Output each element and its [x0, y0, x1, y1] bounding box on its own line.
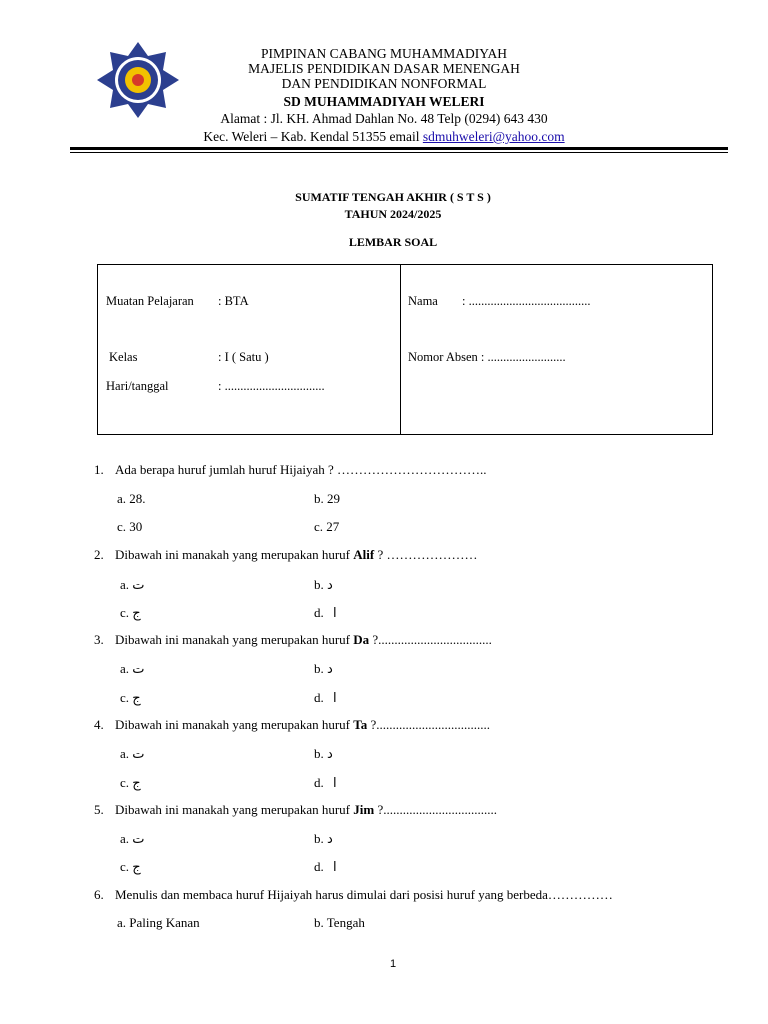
option-text: ج [132, 691, 141, 706]
question-suffix: ?................................... [367, 717, 491, 732]
option-label: c. [314, 519, 324, 534]
question-keyword: Da [353, 632, 370, 647]
question-6 [94, 887, 613, 903]
option-a[interactable] [120, 577, 145, 593]
option-c[interactable] [120, 605, 141, 621]
question-5 [94, 802, 497, 818]
question-number: 6. [94, 887, 104, 902]
option-text: ت [132, 832, 145, 847]
option-text: ت [132, 747, 145, 762]
school-name: SD MUHAMMADIYAH WELERI [283, 94, 485, 109]
student-info-box [97, 264, 713, 435]
option-label: a. [117, 915, 127, 930]
question-number: 4. [94, 717, 104, 732]
option-c[interactable] [120, 859, 141, 875]
question-suffix: ?................................... [369, 632, 492, 647]
option-b[interactable] [314, 915, 365, 931]
question-text: Dibawah ini manakah yang merupakan huruf [115, 547, 354, 562]
header-line-2: MAJELIS PENDIDIKAN DASAR MENENGAH [248, 61, 520, 76]
option-text: ج [132, 860, 141, 875]
question-text: Dibawah ini manakah yang merupakan huruf [115, 632, 354, 647]
class-value: : I ( Satu ) [218, 350, 269, 364]
question-suffix: ? ………………… [374, 547, 478, 562]
question-text: Dibawah ini manakah yang merupakan huruf [115, 802, 354, 817]
option-text: ت [132, 578, 145, 593]
option-d[interactable] [314, 519, 339, 535]
option-a[interactable] [117, 491, 146, 507]
option-text: ت [132, 662, 145, 677]
absen-field[interactable] [408, 350, 566, 365]
question-4 [94, 717, 490, 733]
absen-label: Nomor Absen [408, 350, 478, 364]
option-text: Tengah [326, 915, 365, 930]
option-text: ا [333, 691, 337, 706]
subject-label: Muatan Pelajaran [106, 294, 194, 308]
name-label: Nama [408, 294, 438, 308]
option-b[interactable] [314, 661, 333, 677]
option-label: d. [314, 690, 324, 705]
option-b[interactable] [314, 491, 340, 507]
option-label: d. [314, 775, 324, 790]
option-text: 29 [327, 491, 340, 506]
header-rule-thin [70, 152, 728, 153]
question-text: Dibawah ini manakah yang merupakan huruf [115, 717, 354, 732]
option-text: د [327, 747, 333, 762]
date-field[interactable]: : ................................ [218, 379, 325, 393]
option-label: c. [120, 775, 130, 790]
question-keyword: Jim [353, 802, 375, 817]
subject-value: : BTA [218, 294, 249, 308]
option-b[interactable] [314, 746, 333, 762]
option-a[interactable] [117, 915, 200, 931]
option-label: b. [314, 661, 324, 676]
header-line-1: PIMPINAN CABANG MUHAMMADIYAH [260, 46, 508, 61]
option-text: ج [132, 776, 141, 791]
email-link[interactable]: sdmuhweleri@yahoo.com [422, 129, 565, 144]
option-text: د [327, 662, 333, 677]
sheet-title: LEMBAR SOAL [348, 235, 438, 249]
option-a[interactable] [120, 831, 145, 847]
option-label: d. [314, 859, 324, 874]
option-label: d. [314, 605, 324, 620]
option-label: b. [314, 491, 324, 506]
option-label: b. [314, 746, 324, 761]
date-label: Hari/tanggal [106, 379, 169, 393]
contact-prefix: Kec. Weleri – Kab. Kendal 51355 email [203, 129, 423, 144]
option-text: 30 [129, 519, 143, 534]
option-label: c. [120, 605, 130, 620]
option-a[interactable] [120, 661, 145, 677]
option-label: b. [314, 577, 324, 592]
option-text: ا [333, 606, 337, 621]
info-box-divider [400, 265, 401, 434]
question-number: 5. [94, 802, 104, 817]
option-label: b. [314, 831, 324, 846]
question-number: 1. [94, 462, 104, 477]
option-label: a. [117, 491, 127, 506]
school-address: Alamat : Jl. KH. Ahmad Dahlan No. 48 Telp (0294) 643 430 [220, 111, 548, 126]
option-text: ا [333, 776, 337, 791]
option-label: a. [120, 831, 130, 846]
question-3 [94, 632, 492, 648]
option-text: د [327, 578, 333, 593]
option-text: Paling Kanan [129, 915, 200, 930]
class-label: Kelas [109, 350, 138, 364]
option-text: ا [333, 860, 337, 875]
option-d[interactable] [314, 690, 337, 706]
name-field[interactable]: : ....................................... [462, 294, 591, 308]
option-a[interactable] [120, 746, 145, 762]
option-label: c. [120, 690, 130, 705]
absen-value: : ......................... [480, 350, 566, 364]
page-number: 1 [389, 958, 397, 970]
header-line-3: DAN PENDIDIKAN NONFORMAL [281, 76, 487, 91]
option-text: د [327, 832, 333, 847]
option-label: c. [120, 859, 130, 874]
question-number: 2. [94, 547, 104, 562]
option-label: a. [120, 746, 130, 761]
question-suffix: ?................................... [374, 802, 497, 817]
exam-year: TAHUN 2024/2025 [344, 207, 442, 221]
option-c[interactable] [120, 690, 141, 706]
option-text: 28. [129, 491, 146, 506]
option-d[interactable] [314, 859, 337, 875]
option-d[interactable] [314, 775, 337, 791]
school-contact [0, 129, 768, 144]
option-b[interactable] [314, 831, 333, 847]
option-b[interactable] [314, 577, 333, 593]
option-d[interactable] [314, 605, 337, 621]
question-number: 3. [94, 632, 104, 647]
option-label: a. [120, 661, 130, 676]
option-text: 27 [326, 519, 340, 534]
option-label: c. [117, 519, 127, 534]
option-label: b. [314, 915, 324, 930]
question-1 [94, 462, 487, 478]
header-rule-thick [70, 147, 728, 150]
option-text: ج [132, 606, 141, 621]
question-2 [94, 547, 478, 563]
option-c[interactable] [117, 519, 142, 535]
exam-title: SUMATIF TENGAH AKHIR ( S T S ) [295, 190, 491, 204]
option-c[interactable] [120, 775, 141, 791]
question-text: Menulis dan membaca huruf Hijaiyah harus dimulai dari posisi huruf yang berbeda…………… [115, 887, 613, 902]
question-keyword: Alif [353, 547, 375, 562]
question-keyword: Ta [353, 717, 368, 732]
option-label: a. [120, 577, 130, 592]
question-text: Ada berapa huruf jumlah huruf Hijaiyah ? …………………………….. [115, 462, 487, 477]
